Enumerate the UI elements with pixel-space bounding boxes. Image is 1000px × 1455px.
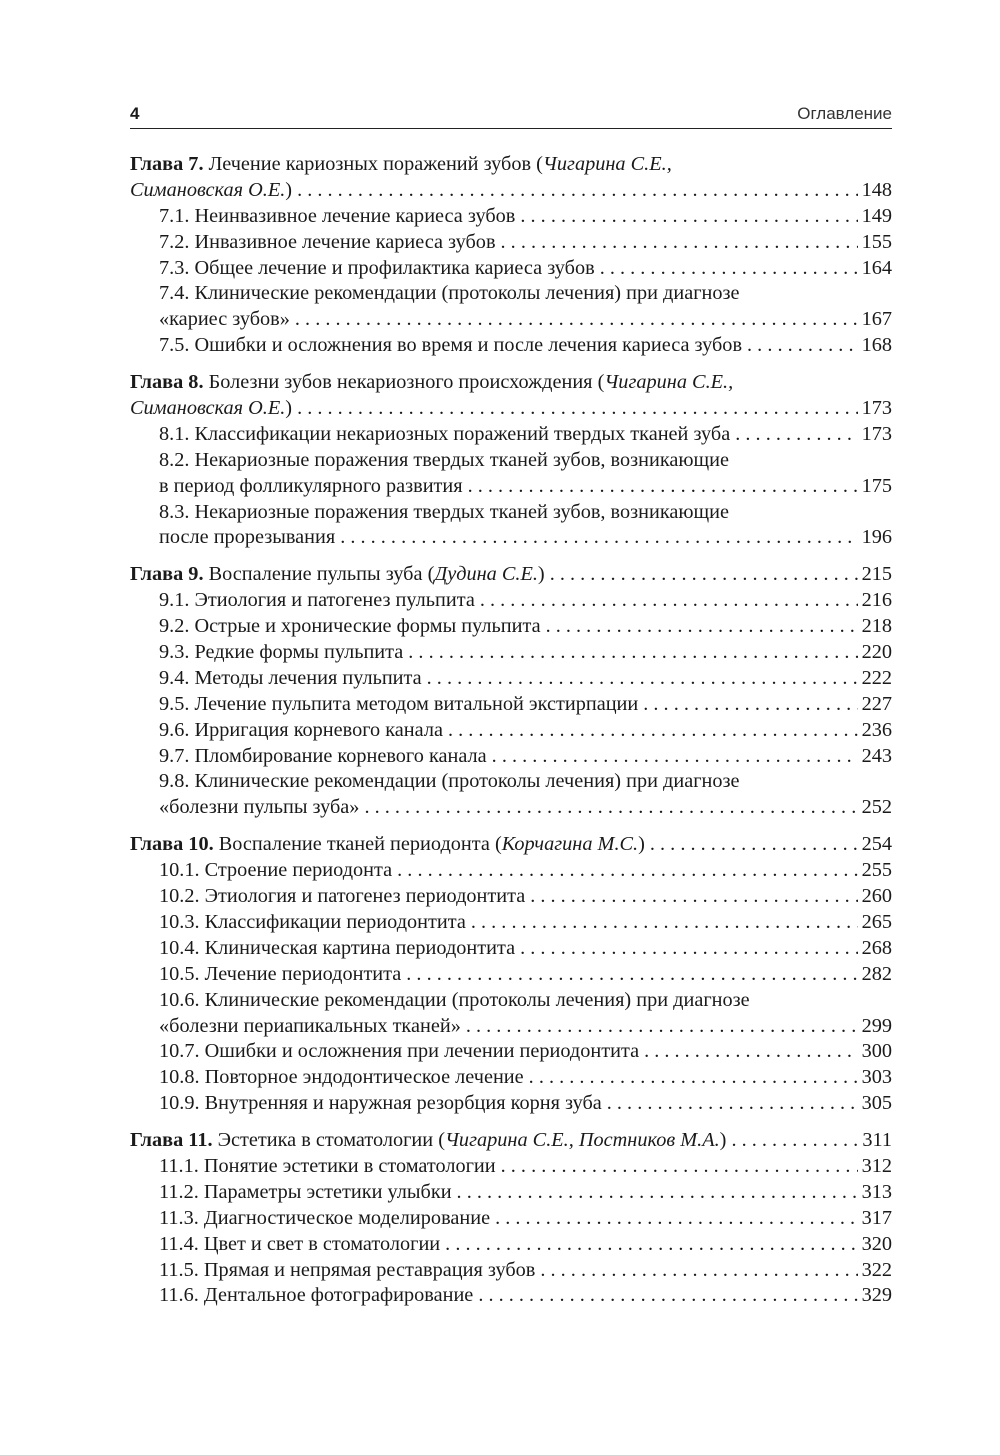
section-page-number: 322 bbox=[861, 1258, 892, 1281]
section-entry[interactable] bbox=[130, 256, 892, 282]
section-title: 8.1. Классификации некариозных поражений твердых тканей зуба bbox=[159, 422, 731, 445]
dot-leader bbox=[292, 396, 858, 422]
chapter-entry-text bbox=[130, 178, 292, 204]
chapter-page-number: 173 bbox=[861, 397, 892, 420]
section-entry[interactable] bbox=[130, 666, 892, 692]
chapter-entry[interactable] bbox=[130, 396, 892, 422]
section-page-number: 260 bbox=[861, 885, 892, 908]
section-title: 9.5. Лечение пульпита методом витальной экстирпации bbox=[159, 692, 639, 715]
section-page-number: 168 bbox=[861, 334, 892, 357]
dot-leader bbox=[292, 178, 858, 204]
section-entry[interactable] bbox=[130, 858, 892, 884]
section-entry[interactable] bbox=[130, 1154, 892, 1180]
dot-leader bbox=[726, 1128, 858, 1154]
dot-leader bbox=[440, 1232, 858, 1258]
chapter-close: ) bbox=[285, 397, 293, 420]
section-page-number: 320 bbox=[861, 1232, 892, 1255]
chapter-label: Глава 7. bbox=[130, 153, 204, 175]
section-title: «болезни периапикальных тканей» bbox=[159, 1014, 461, 1037]
section-page-number: 236 bbox=[861, 718, 892, 741]
dot-leader bbox=[525, 884, 858, 910]
dot-leader bbox=[335, 525, 858, 551]
chapter-label: Глава 9. bbox=[130, 563, 204, 586]
dot-leader bbox=[466, 910, 858, 936]
section-title: после прорезывания bbox=[159, 526, 336, 549]
section-line: 8.3. Некариозные поражения твердых тканей зубов, возникающие bbox=[159, 500, 730, 523]
dot-leader bbox=[515, 204, 858, 230]
chapter-entry-text bbox=[130, 396, 292, 422]
section-entry[interactable] bbox=[130, 474, 892, 500]
page-header bbox=[130, 104, 892, 126]
section-title: 10.8. Повторное эндодонтическое лечение bbox=[159, 1066, 524, 1089]
chapter-author: Чигарина С.Е., bbox=[542, 153, 672, 175]
dot-leader bbox=[515, 936, 858, 962]
dot-leader bbox=[401, 962, 858, 988]
section-page-number: 313 bbox=[861, 1180, 892, 1203]
dot-leader bbox=[496, 1154, 858, 1180]
section-entry[interactable] bbox=[130, 230, 892, 256]
chapter-title: Болезни зубов некариозного происхождения ( bbox=[208, 371, 605, 394]
chapter-author: Дудина С.Е. bbox=[434, 563, 538, 586]
toc-chapter bbox=[130, 562, 892, 821]
section-entry[interactable] bbox=[130, 884, 892, 910]
section-page-number: 329 bbox=[861, 1284, 892, 1307]
page-number: 4 bbox=[130, 104, 140, 123]
dot-leader bbox=[645, 832, 858, 858]
section-entry[interactable] bbox=[130, 1206, 892, 1232]
section-entry[interactable] bbox=[130, 910, 892, 936]
section-title: 10.9. Внутренняя и наружная резорбция корня зуба bbox=[159, 1092, 602, 1115]
section-entry[interactable] bbox=[130, 1180, 892, 1206]
chapter-author: Симановская О.Е. bbox=[130, 397, 286, 420]
section-page-number: 312 bbox=[861, 1154, 892, 1177]
chapter-close: ) bbox=[537, 563, 545, 586]
chapter-entry[interactable] bbox=[130, 178, 892, 204]
dot-leader bbox=[443, 718, 858, 744]
section-title: 7.2. Инвазивное лечение кариеса зубов bbox=[159, 230, 496, 253]
section-title: 10.2. Этиология и патогенез периодонтита bbox=[159, 885, 526, 908]
section-page-number: 303 bbox=[861, 1066, 892, 1089]
section-entry[interactable] bbox=[130, 307, 892, 333]
section-title: 10.1. Строение периодонта bbox=[159, 859, 393, 882]
section-title: 7.5. Ошибки и осложнения во время и после лечения кариеса зубов bbox=[159, 334, 743, 357]
section-entry[interactable] bbox=[130, 1065, 892, 1091]
section-title: 11.2. Параметры эстетики улыбки bbox=[159, 1180, 452, 1203]
chapter-page-number: 311 bbox=[862, 1129, 892, 1152]
chapter-title: Воспаление тканей периодонта ( bbox=[218, 833, 502, 856]
section-title: 11.3. Диагностическое моделирование bbox=[159, 1206, 491, 1229]
chapter-label: Глава 10. bbox=[130, 833, 214, 856]
section-entry[interactable] bbox=[130, 718, 892, 744]
section-entry[interactable] bbox=[130, 640, 892, 666]
section-entry[interactable] bbox=[130, 692, 892, 718]
chapter-close: ) bbox=[638, 833, 645, 856]
chapter-title: Лечение кариозных поражений зубов ( bbox=[208, 153, 543, 175]
section-entry[interactable] bbox=[130, 795, 892, 821]
section-page-number: 227 bbox=[861, 692, 892, 715]
section-title: 10.4. Клиническая картина периодонтита bbox=[159, 936, 516, 959]
section-entry[interactable] bbox=[130, 1283, 892, 1309]
section-page-number: 220 bbox=[861, 641, 892, 664]
dot-leader bbox=[602, 1091, 858, 1117]
dot-leader bbox=[524, 1065, 858, 1091]
chapter-heading-line bbox=[130, 152, 892, 178]
chapter-entry-text bbox=[130, 562, 545, 588]
dot-leader bbox=[742, 333, 858, 359]
dot-leader bbox=[463, 474, 858, 500]
section-page-number: 300 bbox=[861, 1040, 892, 1063]
section-line: 9.8. Клинические рекомендации (протоколы лечения) при диагнозе bbox=[159, 770, 740, 793]
dot-leader bbox=[422, 666, 858, 692]
section-entry[interactable] bbox=[130, 1014, 892, 1040]
dot-leader bbox=[535, 1258, 858, 1284]
dot-leader bbox=[730, 422, 858, 448]
section-page-number: 305 bbox=[861, 1092, 892, 1115]
section-entry[interactable] bbox=[130, 333, 892, 359]
section-entry[interactable] bbox=[130, 962, 892, 988]
section-title: 11.4. Цвет и свет в стоматологии bbox=[159, 1232, 441, 1255]
section-page-number: 255 bbox=[861, 859, 892, 882]
chapter-author: Корчагина М.С. bbox=[501, 833, 639, 856]
section-page-number: 299 bbox=[861, 1014, 892, 1037]
section-entry[interactable] bbox=[130, 588, 892, 614]
dot-leader bbox=[359, 795, 858, 821]
chapter-page-number: 215 bbox=[861, 563, 892, 586]
dot-leader bbox=[541, 614, 858, 640]
section-page-number: 164 bbox=[861, 256, 892, 279]
running-head: Оглавление bbox=[797, 104, 892, 123]
section-entry[interactable] bbox=[130, 525, 892, 551]
table-of-contents bbox=[130, 152, 892, 1320]
chapter-author: Чигарина С.Е., Постников М.А. bbox=[444, 1129, 720, 1152]
section-title: 11.6. Дентальное фотографирование bbox=[159, 1284, 474, 1307]
section-page-number: 216 bbox=[861, 589, 892, 612]
chapter-title: Воспаление пульпы зуба ( bbox=[208, 563, 435, 586]
section-title: 9.3. Редкие формы пульпита bbox=[159, 641, 404, 664]
section-page-number: 175 bbox=[861, 474, 892, 497]
section-line: 7.4. Клинические рекомендации (протоколы лечения) при диагнозе bbox=[159, 282, 740, 305]
toc-chapter bbox=[130, 1128, 892, 1309]
dot-leader bbox=[545, 562, 858, 588]
section-entry[interactable] bbox=[130, 1091, 892, 1117]
dot-leader bbox=[639, 1039, 858, 1065]
chapter-title: Эстетика в стоматологии ( bbox=[217, 1129, 445, 1152]
section-title: 9.4. Методы лечения пульпита bbox=[159, 666, 422, 689]
chapter-entry-text bbox=[130, 1128, 726, 1154]
dot-leader bbox=[475, 588, 858, 614]
section-page-number: 252 bbox=[861, 796, 892, 819]
chapter-label: Глава 8. bbox=[130, 371, 204, 394]
dot-leader bbox=[403, 640, 858, 666]
chapter-close: ) bbox=[285, 178, 293, 201]
section-page-number: 155 bbox=[861, 230, 892, 253]
section-title: 9.6. Ирригация корневого канала bbox=[159, 718, 443, 741]
section-page-number: 282 bbox=[861, 962, 892, 985]
section-page-number: 196 bbox=[861, 526, 892, 549]
section-page-number: 218 bbox=[861, 615, 892, 638]
section-page-number: 222 bbox=[861, 666, 892, 689]
chapter-entry[interactable] bbox=[130, 1128, 892, 1154]
section-title: 10.5. Лечение периодонтита bbox=[159, 962, 402, 985]
dot-leader bbox=[638, 692, 858, 718]
section-page-number: 265 bbox=[861, 910, 892, 933]
dot-leader bbox=[490, 1206, 858, 1232]
dot-leader bbox=[487, 744, 858, 770]
section-entry[interactable] bbox=[130, 422, 892, 448]
section-line: 8.2. Некариозные поражения твердых тканей зубов, возникающие bbox=[159, 448, 730, 471]
section-title: 9.1. Этиология и патогенез пульпита bbox=[159, 589, 475, 612]
chapter-entry[interactable] bbox=[130, 562, 892, 588]
toc-chapter bbox=[130, 152, 892, 359]
section-title: 11.5. Прямая и непрямая реставрация зубов bbox=[159, 1258, 536, 1281]
section-title: 10.7. Ошибки и осложнения при лечении периодонтита bbox=[159, 1040, 640, 1063]
section-title: 7.1. Неинвазивное лечение кариеса зубов bbox=[159, 204, 516, 227]
toc-chapter bbox=[130, 370, 892, 551]
section-page-number: 317 bbox=[861, 1206, 892, 1229]
section-entry[interactable] bbox=[130, 1258, 892, 1284]
section-title: 9.7. Пломбирование корневого канала bbox=[159, 744, 487, 767]
section-title: 10.3. Классификации периодонтита bbox=[159, 910, 466, 933]
dot-leader bbox=[452, 1180, 858, 1206]
chapter-page-number: 254 bbox=[861, 833, 892, 856]
section-entry[interactable] bbox=[130, 744, 892, 770]
dot-leader bbox=[290, 307, 858, 333]
chapter-author: Симановская О.Е. bbox=[130, 178, 286, 201]
dot-leader bbox=[595, 256, 858, 282]
chapter-entry-text bbox=[130, 832, 645, 858]
section-title: «болезни пульпы зуба» bbox=[159, 796, 360, 819]
section-entry[interactable] bbox=[130, 1232, 892, 1258]
section-line: 10.6. Клинические рекомендации (протоколы лечения) при диагнозе bbox=[159, 988, 750, 1011]
section-entry[interactable] bbox=[130, 614, 892, 640]
section-page-number: 173 bbox=[861, 422, 892, 445]
section-title: 9.2. Острые и хронические формы пульпита bbox=[159, 615, 541, 638]
chapter-entry[interactable] bbox=[130, 832, 892, 858]
section-title: «кариес зубов» bbox=[159, 308, 290, 331]
toc-chapter bbox=[130, 832, 892, 1117]
dot-leader bbox=[461, 1014, 858, 1040]
section-entry[interactable] bbox=[130, 936, 892, 962]
section-entry[interactable] bbox=[130, 204, 892, 230]
section-page-number: 243 bbox=[861, 744, 892, 767]
header-rule bbox=[130, 128, 892, 129]
section-title: 11.1. Понятие эстетики в стоматологии bbox=[159, 1154, 496, 1177]
dot-leader bbox=[473, 1283, 858, 1309]
section-entry[interactable] bbox=[130, 1039, 892, 1065]
chapter-close: ) bbox=[719, 1129, 727, 1152]
section-title: 7.3. Общее лечение и профилактика кариеса зубов bbox=[159, 256, 595, 279]
dot-leader bbox=[392, 858, 858, 884]
section-page-number: 149 bbox=[861, 204, 892, 227]
chapter-heading-line bbox=[130, 370, 892, 396]
dot-leader bbox=[496, 230, 858, 256]
chapter-author: Чигарина С.Е., bbox=[604, 371, 734, 394]
section-page-number: 167 bbox=[861, 308, 892, 331]
chapter-label: Глава 11. bbox=[130, 1129, 213, 1152]
chapter-page-number: 148 bbox=[861, 178, 892, 201]
section-title: в период фолликулярного развития bbox=[159, 474, 463, 497]
section-page-number: 268 bbox=[861, 936, 892, 959]
